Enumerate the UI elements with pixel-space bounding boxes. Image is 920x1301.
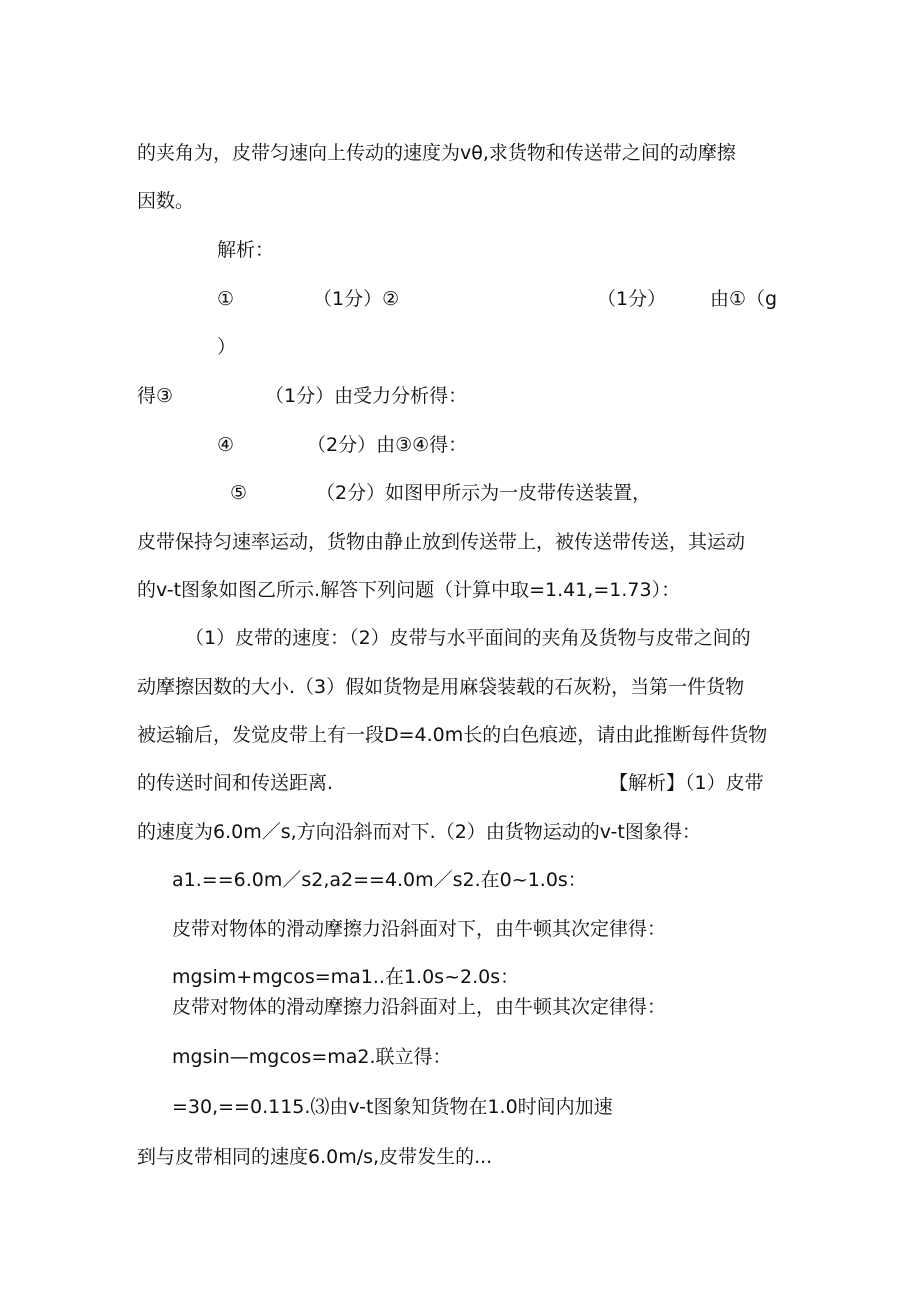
text-line-22: 到与皮带相同的速度6.0m/s,皮带发生的... [137, 1146, 493, 1168]
text-line-15: 的速度为6.0m／s,方向沿斜而对下.（2）由货物运动的v-t图象得： [137, 821, 701, 843]
text-line-8a: ⑤ [230, 482, 248, 504]
text-line-19: 皮带对物体的滑动摩擦力沿斜面对上，由牛顿其次定律得： [172, 996, 667, 1018]
text-line-21: =30,==0.115.⑶由v-t图象知货物在1.0时间内加速 [172, 1096, 613, 1118]
text-line-10: 的v-t图象如图乙所示.解答下列问题（计算中取=1.41,=1.73）： [137, 579, 681, 601]
text-line-11: （1）皮带的速度：（2）皮带与水平面间的夹角及货物与皮带之间的 [185, 627, 751, 649]
text-line-7b: （2分）由③④得： [307, 434, 468, 456]
text-line-7a: ④ [217, 434, 235, 456]
text-line-1: 的夹角为，皮带匀速向上传动的速度为vθ,求货物和传送带之间的动摩擦 [137, 142, 736, 164]
text-line-13: 被运输后，发觉皮带上有一段D=4.0m长的白色痕迹，请由此推断每件货物 [137, 724, 768, 746]
text-line-8b: （2分）如图甲所示为一皮带传送装置， [316, 482, 652, 504]
text-line-20: mgsin—mgcos=ma2.联立得： [172, 1046, 452, 1068]
text-line-12: 动摩擦因数的大小.（3）假如货物是用麻袋装载的石灰粉，当第一件货物 [137, 676, 745, 698]
text-line-16: a1.==6.0m／s2,a2==4.0m／s2.在0~1.0s： [172, 869, 587, 891]
text-line-17: 皮带对物体的滑动摩擦力沿斜面对下，由牛顿其次定律得： [172, 918, 667, 940]
text-line-14b: 【解析】（1）皮带 [609, 772, 764, 794]
text-line-6b: （1分）由受力分析得： [265, 385, 468, 407]
text-line-18: mgsim+mgcos=ma1..在1.0s~2.0s： [172, 966, 520, 988]
text-line-5: ） [217, 336, 237, 358]
text-line-9: 皮带保持匀速率运动，货物由静止放到传送带上，被传送带传送，其运动 [137, 531, 746, 553]
text-line-4b: （1分）② [313, 288, 400, 310]
text-line-3: 解析： [217, 239, 275, 261]
text-line-4c: （1分） [597, 288, 667, 310]
text-line-2: 因数。 [137, 190, 195, 212]
text-line-14a: 的传送时间和传送距离. [137, 772, 334, 794]
text-line-4d: 由①（g [710, 288, 778, 310]
text-line-4a: ① [217, 288, 235, 310]
text-line-6a: 得③ [137, 385, 174, 407]
